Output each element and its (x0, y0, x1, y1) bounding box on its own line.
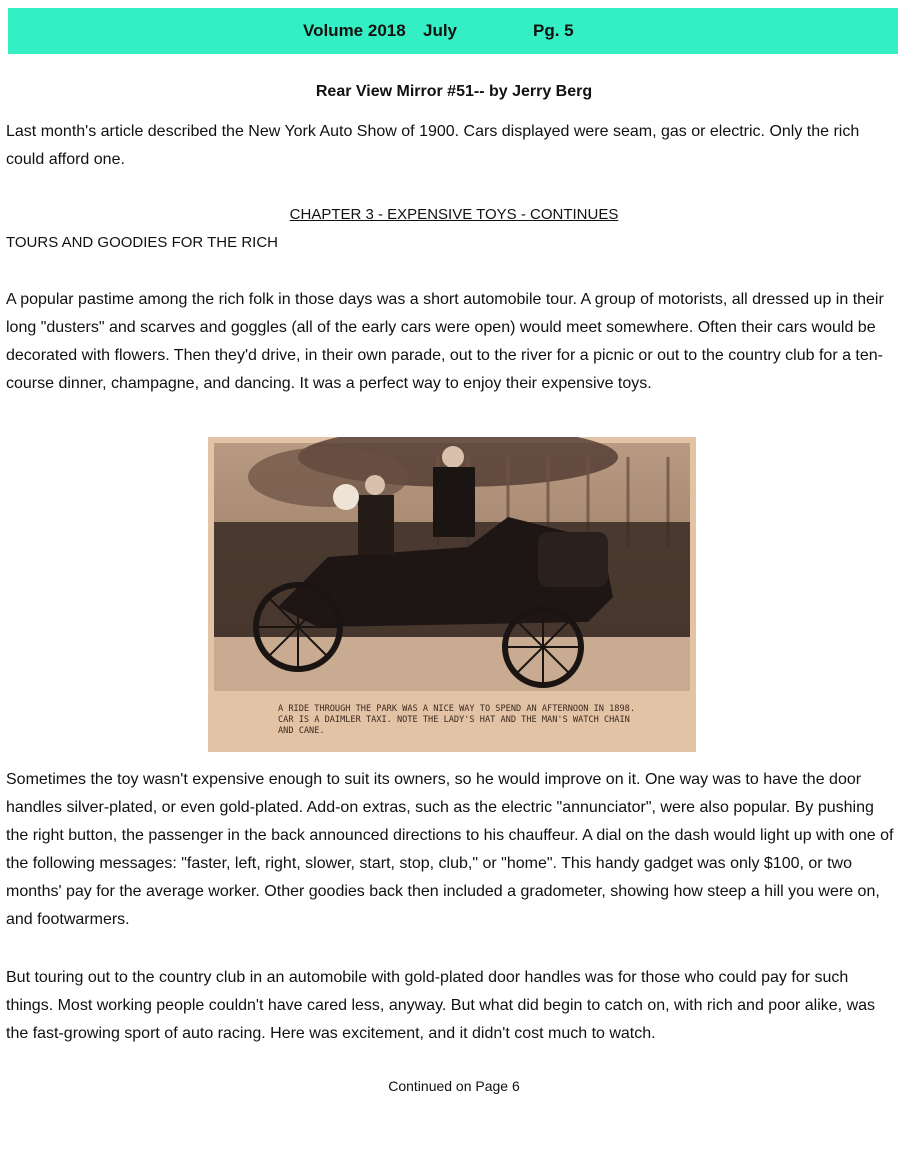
continued-note: Continued on Page 6 (388, 1078, 520, 1094)
article-title: Rear View Mirror #51-- by Jerry Berg (315, 83, 593, 100)
paragraph-tours: A popular pastime among the rich folk in those days was a short automobile tour. A group of motorists, all dressed up in their long "dusters" and scarves and goggles (all of the early cars were open) would meet somewhere. Often their cars would be decorated with flowers. Then they'd drive, in their own parade, out to the river for a picnic or out to the country club for a ten-course dinner, champagne, and dancing. It was a perfect way to enjoy their expensive toys. (6, 291, 884, 392)
paragraph-toys: Sometimes the toy wasn't expensive enough to suit its owners, so he would improve on it. One way was to have the door handles silver-plated, or even gold-plated. Add-on extras, such as the electric "annunciator", were also popular. By pushing the right button, the passenger in the back announced directions to his chauffeur. A dial on the dash would light up with one of the following messages: "faster, left, right, slower, start, stop, club," or "home". This handy gadget was only $100, or two months' pay for the average worker. Other goodies back then included a gradometer, showing how steep a hill you were on, and footwarmers. (6, 771, 894, 928)
volume-label: Volume 2018 (303, 21, 406, 40)
page-number: Pg. 5 (533, 21, 574, 40)
photo-caption: A RIDE THROUGH THE PARK WAS A NICE WAY TO SPEND AN AFTERNOON IN 1898. CAR IS A DAIMLER TAXI. NOTE THE LADY'S HAT AND THE MAN'S WATCH CHAIN AND CANE. (278, 704, 635, 736)
month-label: July (423, 21, 458, 40)
chapter-heading: CHAPTER 3 - EXPENSIVE TOYS - CONTINUES (289, 206, 619, 223)
newsletter-header-bar (8, 8, 898, 54)
section-subheading: TOURS AND GOODIES FOR THE RICH (6, 234, 278, 251)
intro-paragraph: Last month's article described the New York Auto Show of 1900. Cars displayed were seam, gas or electric. Only the rich could afford one. (6, 123, 860, 168)
vintage-car-photo (208, 437, 696, 752)
paragraph-racing: But touring out to the country club in an automobile with gold-plated door handles was for those who could pay for such things. Most working people couldn't have cared less, anyway. But what did begin to catch on, with rich and poor alike, was the fast-growing sport of auto racing. Here was excitement, and it didn't cost much to watch. (6, 969, 876, 1042)
